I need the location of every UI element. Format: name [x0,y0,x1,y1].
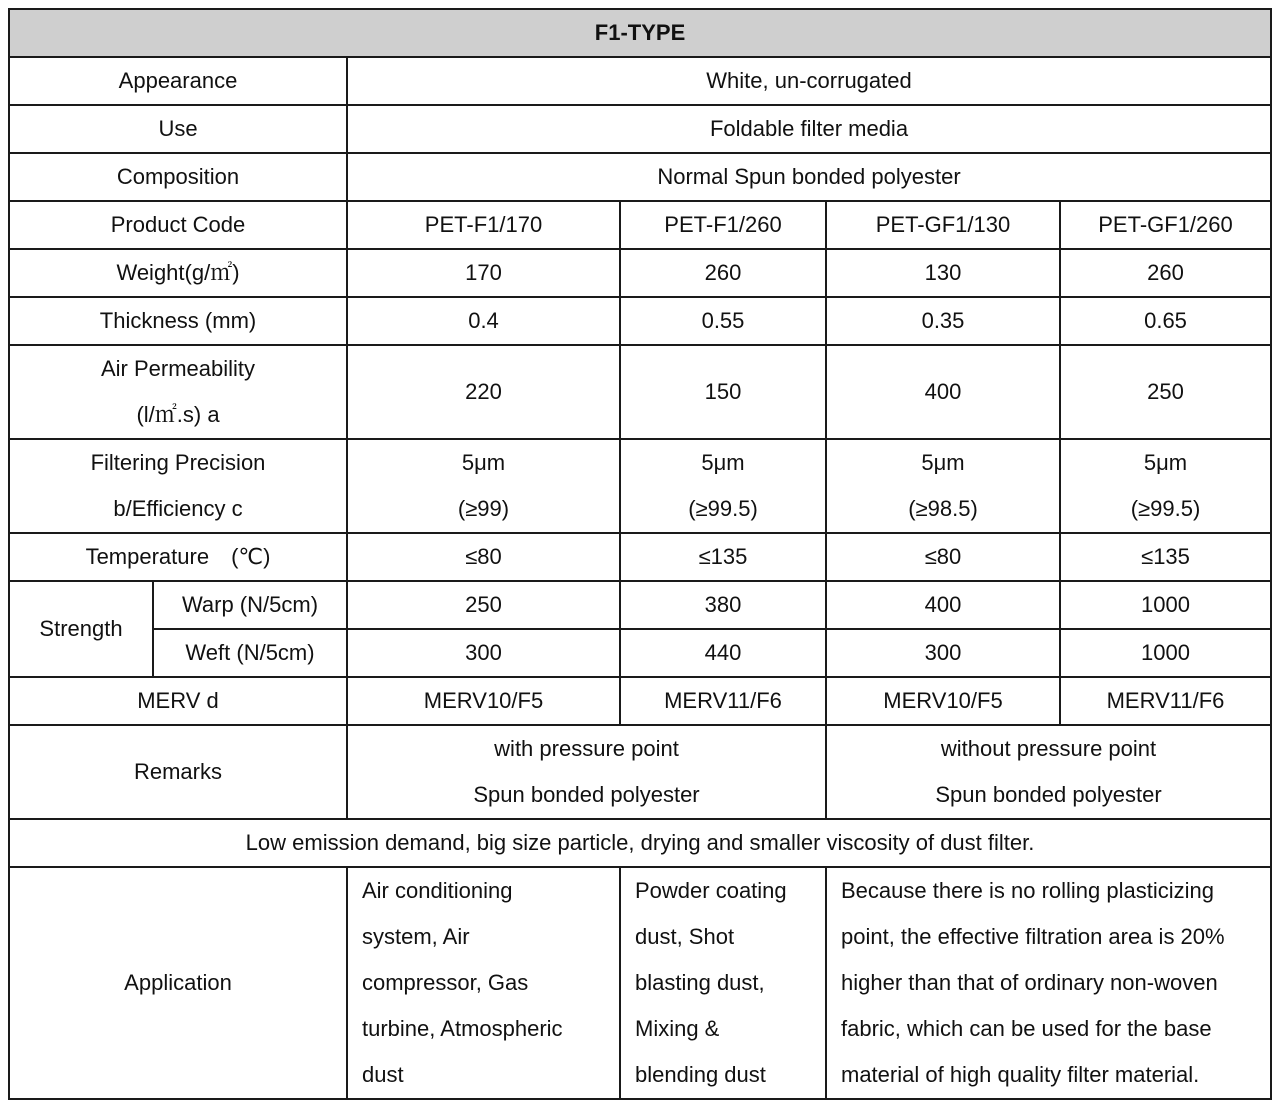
composition-value: Normal Spun bonded polyester [347,153,1271,201]
filtering-efficiency: (≥98.5) [908,496,978,521]
thickness-cell: 0.65 [1060,297,1271,345]
air-permeability-cell: 150 [620,345,826,439]
application-col1 [347,867,620,1099]
composition-row [9,153,1271,201]
use-row [9,105,1271,153]
application-col3 [826,867,1271,1099]
application-line: blasting dust, [635,970,765,995]
application-line: higher than that of ordinary non-woven [841,970,1218,995]
remarks-right-line2: Spun bonded polyester [935,782,1162,807]
thickness-cell: 0.4 [347,297,620,345]
title-row [9,9,1271,57]
merv-cell: MERV11/F6 [620,677,826,725]
filtering-efficiency: (≥99) [457,496,510,521]
air-permeability-cell: 400 [826,345,1060,439]
strength-label: Strength [9,581,153,677]
appearance-row [9,57,1271,105]
filtering-row [9,439,1271,533]
filtering-label-line1: Filtering Precision [90,450,266,475]
application-line: compressor, Gas [362,970,529,995]
product-code-row [9,201,1271,249]
thickness-cell: 0.35 [826,297,1060,345]
strength-warp-row [9,581,1271,629]
temperature-row [9,533,1271,581]
application-line: blending dust [635,1062,766,1087]
air-permeability-label-line2: (l/㎡.s) a [136,402,220,427]
filtering-label-line2: b/Efficiency c [113,496,243,521]
application-line: Because there is no rolling plasticizing [841,878,1214,903]
temperature-cell: ≤135 [1060,533,1271,581]
weight-cell: 130 [826,249,1060,297]
filtering-label [9,439,347,533]
temperature-cell: ≤135 [620,533,826,581]
application-line: dust [362,1062,404,1087]
application-line: point, the effective filtration area is 20% [841,924,1225,949]
application-line: dust, Shot [635,924,735,949]
air-permeability-cell: 220 [347,345,620,439]
summary-text: Low emission demand, big size particle, drying and smaller viscosity of dust filter. [9,819,1271,867]
weight-cell: 170 [347,249,620,297]
weight-cell: 260 [1060,249,1271,297]
product-code-cell: PET-GF1/130 [826,201,1060,249]
appearance-value: White, un-corrugated [347,57,1271,105]
weight-row [9,249,1271,297]
strength-weft-row [9,629,1271,677]
application-row [9,867,1271,1099]
weft-cell: 300 [826,629,1060,677]
application-line: Mixing & [635,1016,720,1041]
product-code-cell: PET-F1/260 [620,201,826,249]
warp-cell: 380 [620,581,826,629]
filtering-precision: 5μm [1143,450,1188,475]
product-code-label: Product Code [9,201,347,249]
application-line: material of high quality filter material. [841,1062,1200,1087]
remarks-left [347,725,826,819]
summary-row [9,819,1271,867]
merv-cell: MERV10/F5 [826,677,1060,725]
product-code-cell: PET-GF1/260 [1060,201,1271,249]
air-permeability-row [9,345,1271,439]
filtering-cell [347,439,620,533]
application-line: Powder coating [635,878,787,903]
warp-cell: 1000 [1060,581,1271,629]
remarks-left-line1: with pressure point [494,736,679,761]
table-title: F1-TYPE [9,9,1271,57]
filtering-cell [620,439,826,533]
warp-cell: 250 [347,581,620,629]
warp-cell: 400 [826,581,1060,629]
application-line: Air conditioning [362,878,513,903]
weight-label: Weight(g/㎡) [9,249,347,297]
appearance-label: Appearance [9,57,347,105]
filtering-efficiency: (≥99.5) [1130,496,1201,521]
air-permeability-cell: 250 [1060,345,1271,439]
weft-cell: 1000 [1060,629,1271,677]
application-label: Application [9,867,347,1099]
filtering-precision: 5μm [701,450,745,475]
filtering-precision: 5μm [921,450,965,475]
warp-label: Warp (N/5cm) [153,581,347,629]
use-label: Use [9,105,347,153]
merv-row [9,677,1271,725]
merv-cell: MERV11/F6 [1060,677,1271,725]
remarks-left-line2: Spun bonded polyester [473,782,700,807]
filtering-cell [826,439,1060,533]
thickness-cell: 0.55 [620,297,826,345]
composition-label: Composition [9,153,347,201]
merv-label: MERV d [9,677,347,725]
spec-table [8,8,1272,1100]
remarks-right-line1: without pressure point [940,736,1157,761]
application-line: turbine, Atmospheric [362,1016,563,1041]
weft-cell: 300 [347,629,620,677]
remarks-label: Remarks [9,725,347,819]
use-value: Foldable filter media [347,105,1271,153]
temperature-cell: ≤80 [826,533,1060,581]
product-code-cell: PET-F1/170 [347,201,620,249]
air-permeability-label-line1: Air Permeability [100,356,256,381]
temperature-cell: ≤80 [347,533,620,581]
remarks-row [9,725,1271,819]
application-line: fabric, which can be used for the base [841,1016,1212,1041]
thickness-label: Thickness (mm) [9,297,347,345]
filtering-precision: 5μm [461,450,506,475]
air-permeability-label [9,345,347,439]
application-line: system, Air [362,924,470,949]
weight-cell: 260 [620,249,826,297]
merv-cell: MERV10/F5 [347,677,620,725]
weft-label: Weft (N/5cm) [153,629,347,677]
remarks-right [826,725,1271,819]
application-col2 [620,867,826,1099]
temperature-label: Temperature (℃) [9,533,347,581]
thickness-row [9,297,1271,345]
filtering-efficiency: (≥99.5) [688,496,758,521]
weft-cell: 440 [620,629,826,677]
filtering-cell [1060,439,1271,533]
